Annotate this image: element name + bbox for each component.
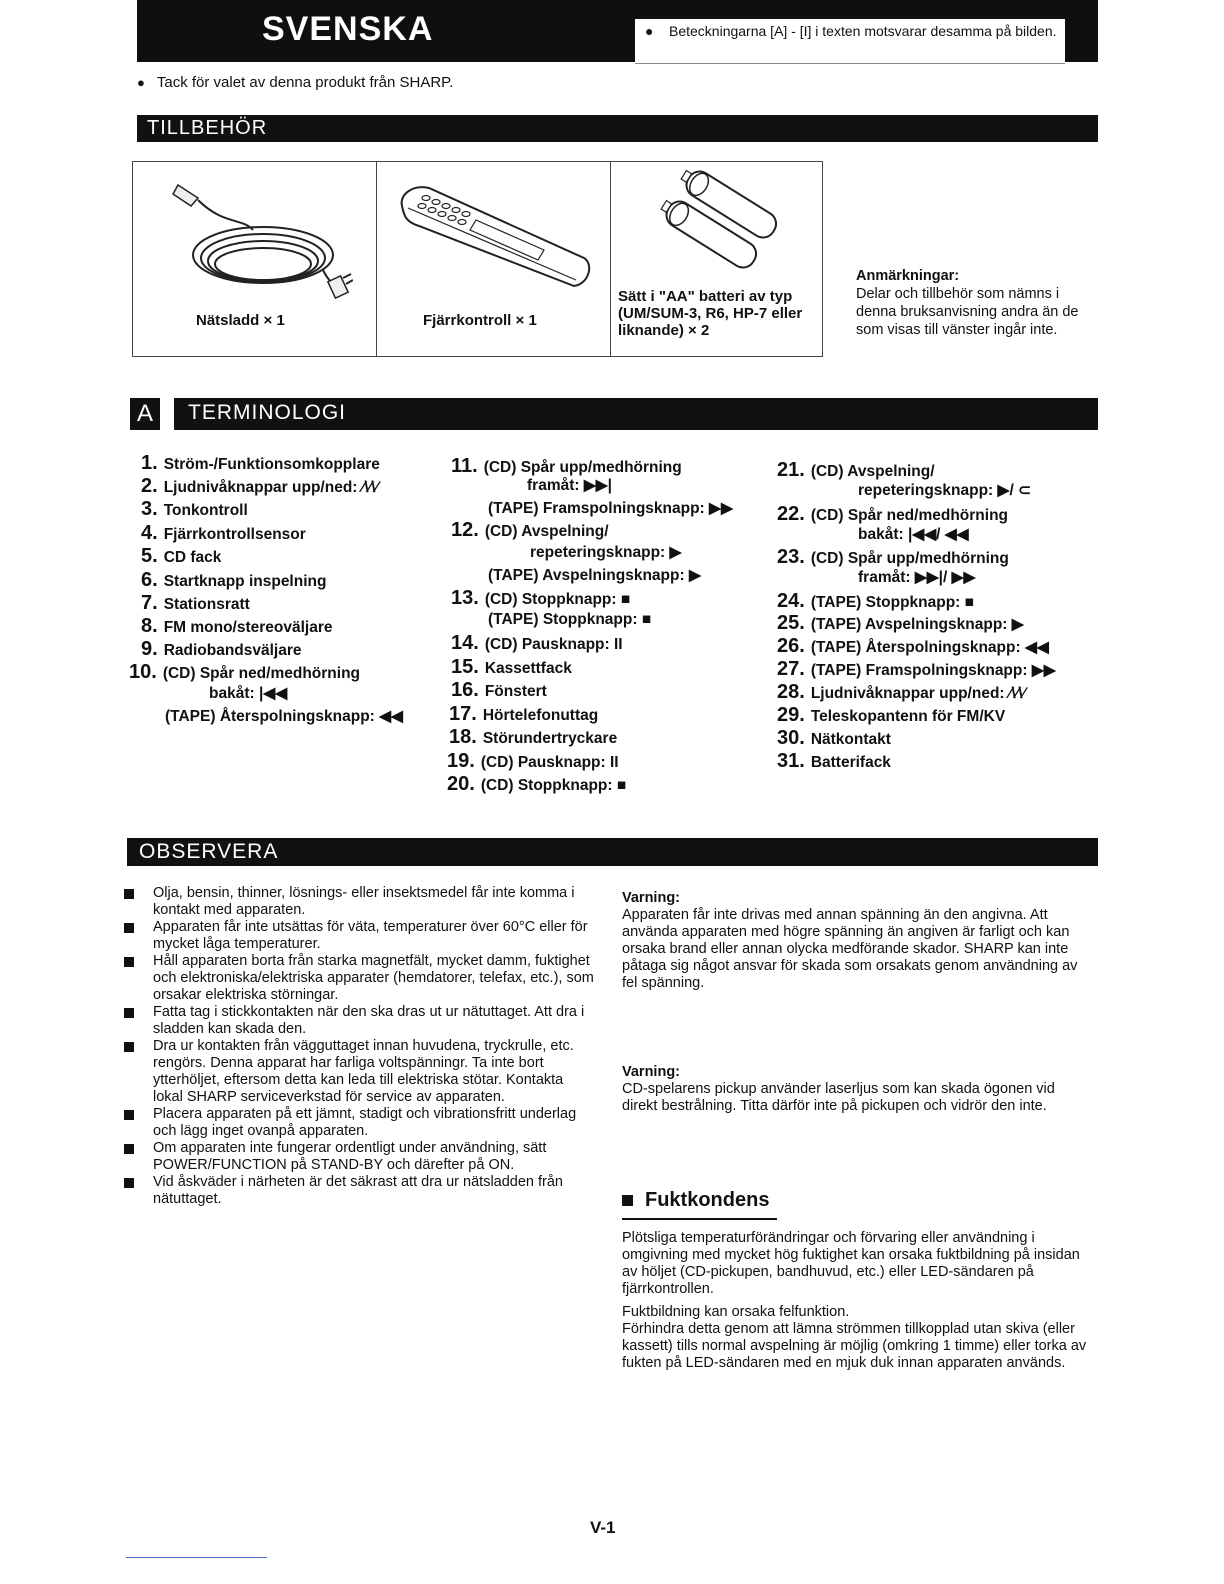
remote-control-icon [394, 176, 594, 306]
warning-title: Varning: [622, 890, 681, 906]
remarks-text: Delar och tillbehör som nämns i denna bruksanvisning andra än de som visas till vänster ingår inte. [856, 286, 1079, 338]
term-item: 15. Kassettfack [451, 656, 572, 678]
term-item: 29. Teleskopantenn för FM/KV [777, 704, 1006, 726]
term-item: bakåt: |◀◀ [209, 685, 288, 702]
term-item: repeteringsknapp: ▶/ ⊂ [858, 482, 1032, 499]
observe-item: Om apparaten inte fungerar ordentligt under användning, sätt POWER/FUNCTION på STAND-BY och därefter på ON. [124, 1140, 594, 1174]
term-item: repeteringsknapp: ▶ [530, 544, 682, 561]
accessory-batteries [610, 162, 822, 356]
observe-item: Vid åskväder i närheten är det säkrast att dra ur nätsladden från nätuttaget. [124, 1174, 594, 1208]
accessory-label: Sätt i "AA" batteri av typ (UM/SUM-3, R6, HP-7 eller liknande) × 2 [618, 288, 803, 339]
term-item: 14. (CD) Pausknapp: II [451, 632, 623, 654]
legend-note-text: Beteckningarna [A] - [I] i texten motsvarar desamma på bilden. [669, 23, 1057, 39]
term-item: 16. Fönstert [451, 679, 547, 701]
bullet-icon: ● [645, 23, 654, 39]
observe-list [124, 885, 594, 1208]
bullet-square-icon [124, 1144, 134, 1154]
battery-icon [640, 168, 800, 278]
accessories-table [132, 161, 823, 357]
term-item: 2. Ljudnivåknappar upp/ned: ⁄\⁄\∕ [141, 475, 379, 497]
term-item: 5. CD fack [141, 545, 222, 567]
term-item: bakåt: |◀◀/ ◀◀ [858, 526, 969, 543]
accessory-label: Nätsladd × 1 [196, 312, 285, 329]
term-item: 18. Störundertryckare [449, 726, 618, 748]
accessory-remote [376, 162, 611, 356]
observe-header [127, 838, 1098, 866]
bullet-square-icon [124, 889, 134, 899]
observe-item: Placera apparaten på ett jämnt, stadigt och vibrationsfritt underlag och lägg inget ovanpå apparaten. [124, 1106, 594, 1140]
warning-voltage [622, 890, 1088, 992]
accessory-label: Fjärrkontroll × 1 [423, 312, 537, 329]
term-item: framåt: ▶▶|/ ▶▶ [858, 569, 976, 586]
bullet-square-icon [124, 957, 134, 967]
warning-title: Varning: [622, 1064, 681, 1080]
condensation-heading [622, 1189, 769, 1212]
bullet-square-icon [124, 1008, 134, 1018]
term-item: 21. (CD) Avspelning/ [777, 459, 935, 481]
thanks-text: Tack för valet av denna produkt från SHARP. [156, 74, 454, 91]
warning-text: CD-spelarens pickup använder laserljus som kan skada ögonen vid direkt bestrålning. Titta därför inte på pickupen och vidrör den inte. [622, 1081, 1055, 1114]
thanks-line [137, 74, 453, 91]
bullet-square-icon [622, 1195, 633, 1206]
term-item: 30. Nätkontakt [777, 727, 891, 749]
term-item: 11. (CD) Spår upp/medhörning [451, 455, 682, 477]
term-item: framåt: ▶▶| [527, 477, 613, 494]
bullet-square-icon [124, 923, 134, 933]
term-item: 7. Stationsratt [141, 592, 250, 614]
term-item: 28. Ljudnivåknappar upp/ned: ⁄\⁄\∕ [777, 681, 1026, 703]
term-item: 25. (TAPE) Avspelningsknapp: ▶ [777, 612, 1024, 634]
section-title: OBSERVERA [139, 840, 279, 863]
section-title: TERMINOLOGI [188, 401, 347, 424]
bullet-square-icon [124, 1042, 134, 1052]
heading-underline [622, 1218, 777, 1220]
term-item: 9. Radiobandsväljare [141, 638, 302, 660]
term-item: (TAPE) Återspolningsknapp: ◀◀ [165, 708, 403, 725]
page-number: V-1 [590, 1518, 616, 1537]
term-item: 8. FM mono/stereoväljare [141, 615, 333, 637]
term-item: 19. (CD) Pausknapp: II [447, 750, 619, 772]
term-item: 17. Hörtelefonuttag [449, 703, 599, 725]
observe-item: Olja, bensin, thinner, lösnings- eller insektsmedel får inte komma i kontakt med apparaten. [124, 885, 594, 919]
warning-text: Apparaten får inte drivas med annan spänning än den angivna. Att använda apparaten med högre spänning än angiven är farligt och kan orsaka brand eller annan olycka medförande skador. SHARP kan inte påtaga sig något ansvar för skada som orsakats genom användning av fel spänning. [622, 907, 1078, 991]
condensation-title: Fuktkondens [645, 1189, 770, 1211]
language-title: SVENSKA [262, 10, 434, 48]
term-item: 23. (CD) Spår upp/medhörning [777, 546, 1009, 568]
condensation-paragraph: Fuktbildning kan orsaka felfunktion. [622, 1304, 850, 1320]
term-item: 12. (CD) Avspelning/ [451, 519, 609, 541]
power-cord-icon [153, 170, 353, 310]
terminology-header [174, 398, 1098, 430]
observe-item: Håll apparaten borta från starka magnetfält, mycket damm, fuktighet och elektroniska/elektriska apparater (hemdatorer, telefax, etc.), som orsakar elektriska störningar. [124, 953, 594, 1004]
term-item: 26. (TAPE) Återspolningsknapp: ◀◀ [777, 635, 1049, 657]
term-item: (TAPE) Stoppknapp: ■ [488, 611, 652, 628]
observe-item: Apparaten får inte utsättas för väta, temperaturer över 60°C eller för mycket låga temperaturer. [124, 919, 594, 953]
section-title: TILLBEHÖR [147, 117, 268, 139]
term-item: 1. Ström-/Funktionsomkopplare [141, 452, 380, 474]
condensation-paragraph: Förhindra detta genom att lämna strömmen tillkopplad utan skiva (eller kassett) tills normal avspelning är möjlig (omkring 1 timme) eller torka av fukten på LED-sändaren med en mjuk duk innan apparaten används. [622, 1321, 1087, 1371]
remarks [856, 267, 1096, 339]
term-item: 6. Startknapp inspelning [141, 569, 327, 591]
bullet-icon: ● [137, 75, 145, 90]
condensation-text [622, 1230, 1088, 1372]
condensation-paragraph: Plötsliga temperaturförändringar och förvaring eller användning i omgivning med mycket hög fuktighet kan orsaka fuktbildning på insidan av höljet (CD-pickupen, bandhuvud, etc.) eller LED-sändaren på fjärrkontrollen. [622, 1230, 1080, 1297]
term-item: 31. Batterifack [777, 750, 891, 772]
term-item: 24. (TAPE) Stoppknapp: ■ [777, 590, 975, 612]
term-item: 4. Fjärrkontrollsensor [141, 522, 306, 544]
legend-note [635, 19, 1065, 64]
bullet-square-icon [124, 1178, 134, 1188]
term-item: 3. Tonkontroll [141, 498, 248, 520]
section-marker: A [130, 398, 160, 430]
warning-laser [622, 1064, 1088, 1115]
bullet-square-icon [124, 1110, 134, 1120]
term-item: 27. (TAPE) Framspolningsknapp: ▶▶ [777, 658, 1056, 680]
remarks-title: Anmärkningar: [856, 268, 960, 284]
term-item: 10. (CD) Spår ned/medhörning [129, 661, 361, 683]
accessories-header [137, 115, 1098, 142]
observe-item: Dra ur kontakten från vägguttaget innan huvudena, tryckrulle, etc. rengörs. Denna apparat har farliga voltspänningr. Ta inte bort ytterhöljet, eftersom detta kan leda till elektriska stötar. Kontakta lokal SHARP serviceverkstad för service av apparaten. [124, 1038, 594, 1106]
observe-item: Fatta tag i stickkontakten när den ska dras ut ur nätuttaget. Att dra i sladden kan skada den. [124, 1004, 594, 1038]
term-item: (TAPE) Avspelningsknapp: ▶ [488, 567, 701, 584]
term-item: 22. (CD) Spår ned/medhörning [777, 503, 1009, 525]
term-item: (TAPE) Framspolningsknapp: ▶▶ [488, 500, 733, 517]
term-item: 20. (CD) Stoppknapp: ■ [447, 773, 627, 795]
term-item: 13. (CD) Stoppknapp: ■ [451, 587, 631, 609]
accessory-cord [133, 162, 377, 356]
footer-rule [126, 1557, 267, 1558]
